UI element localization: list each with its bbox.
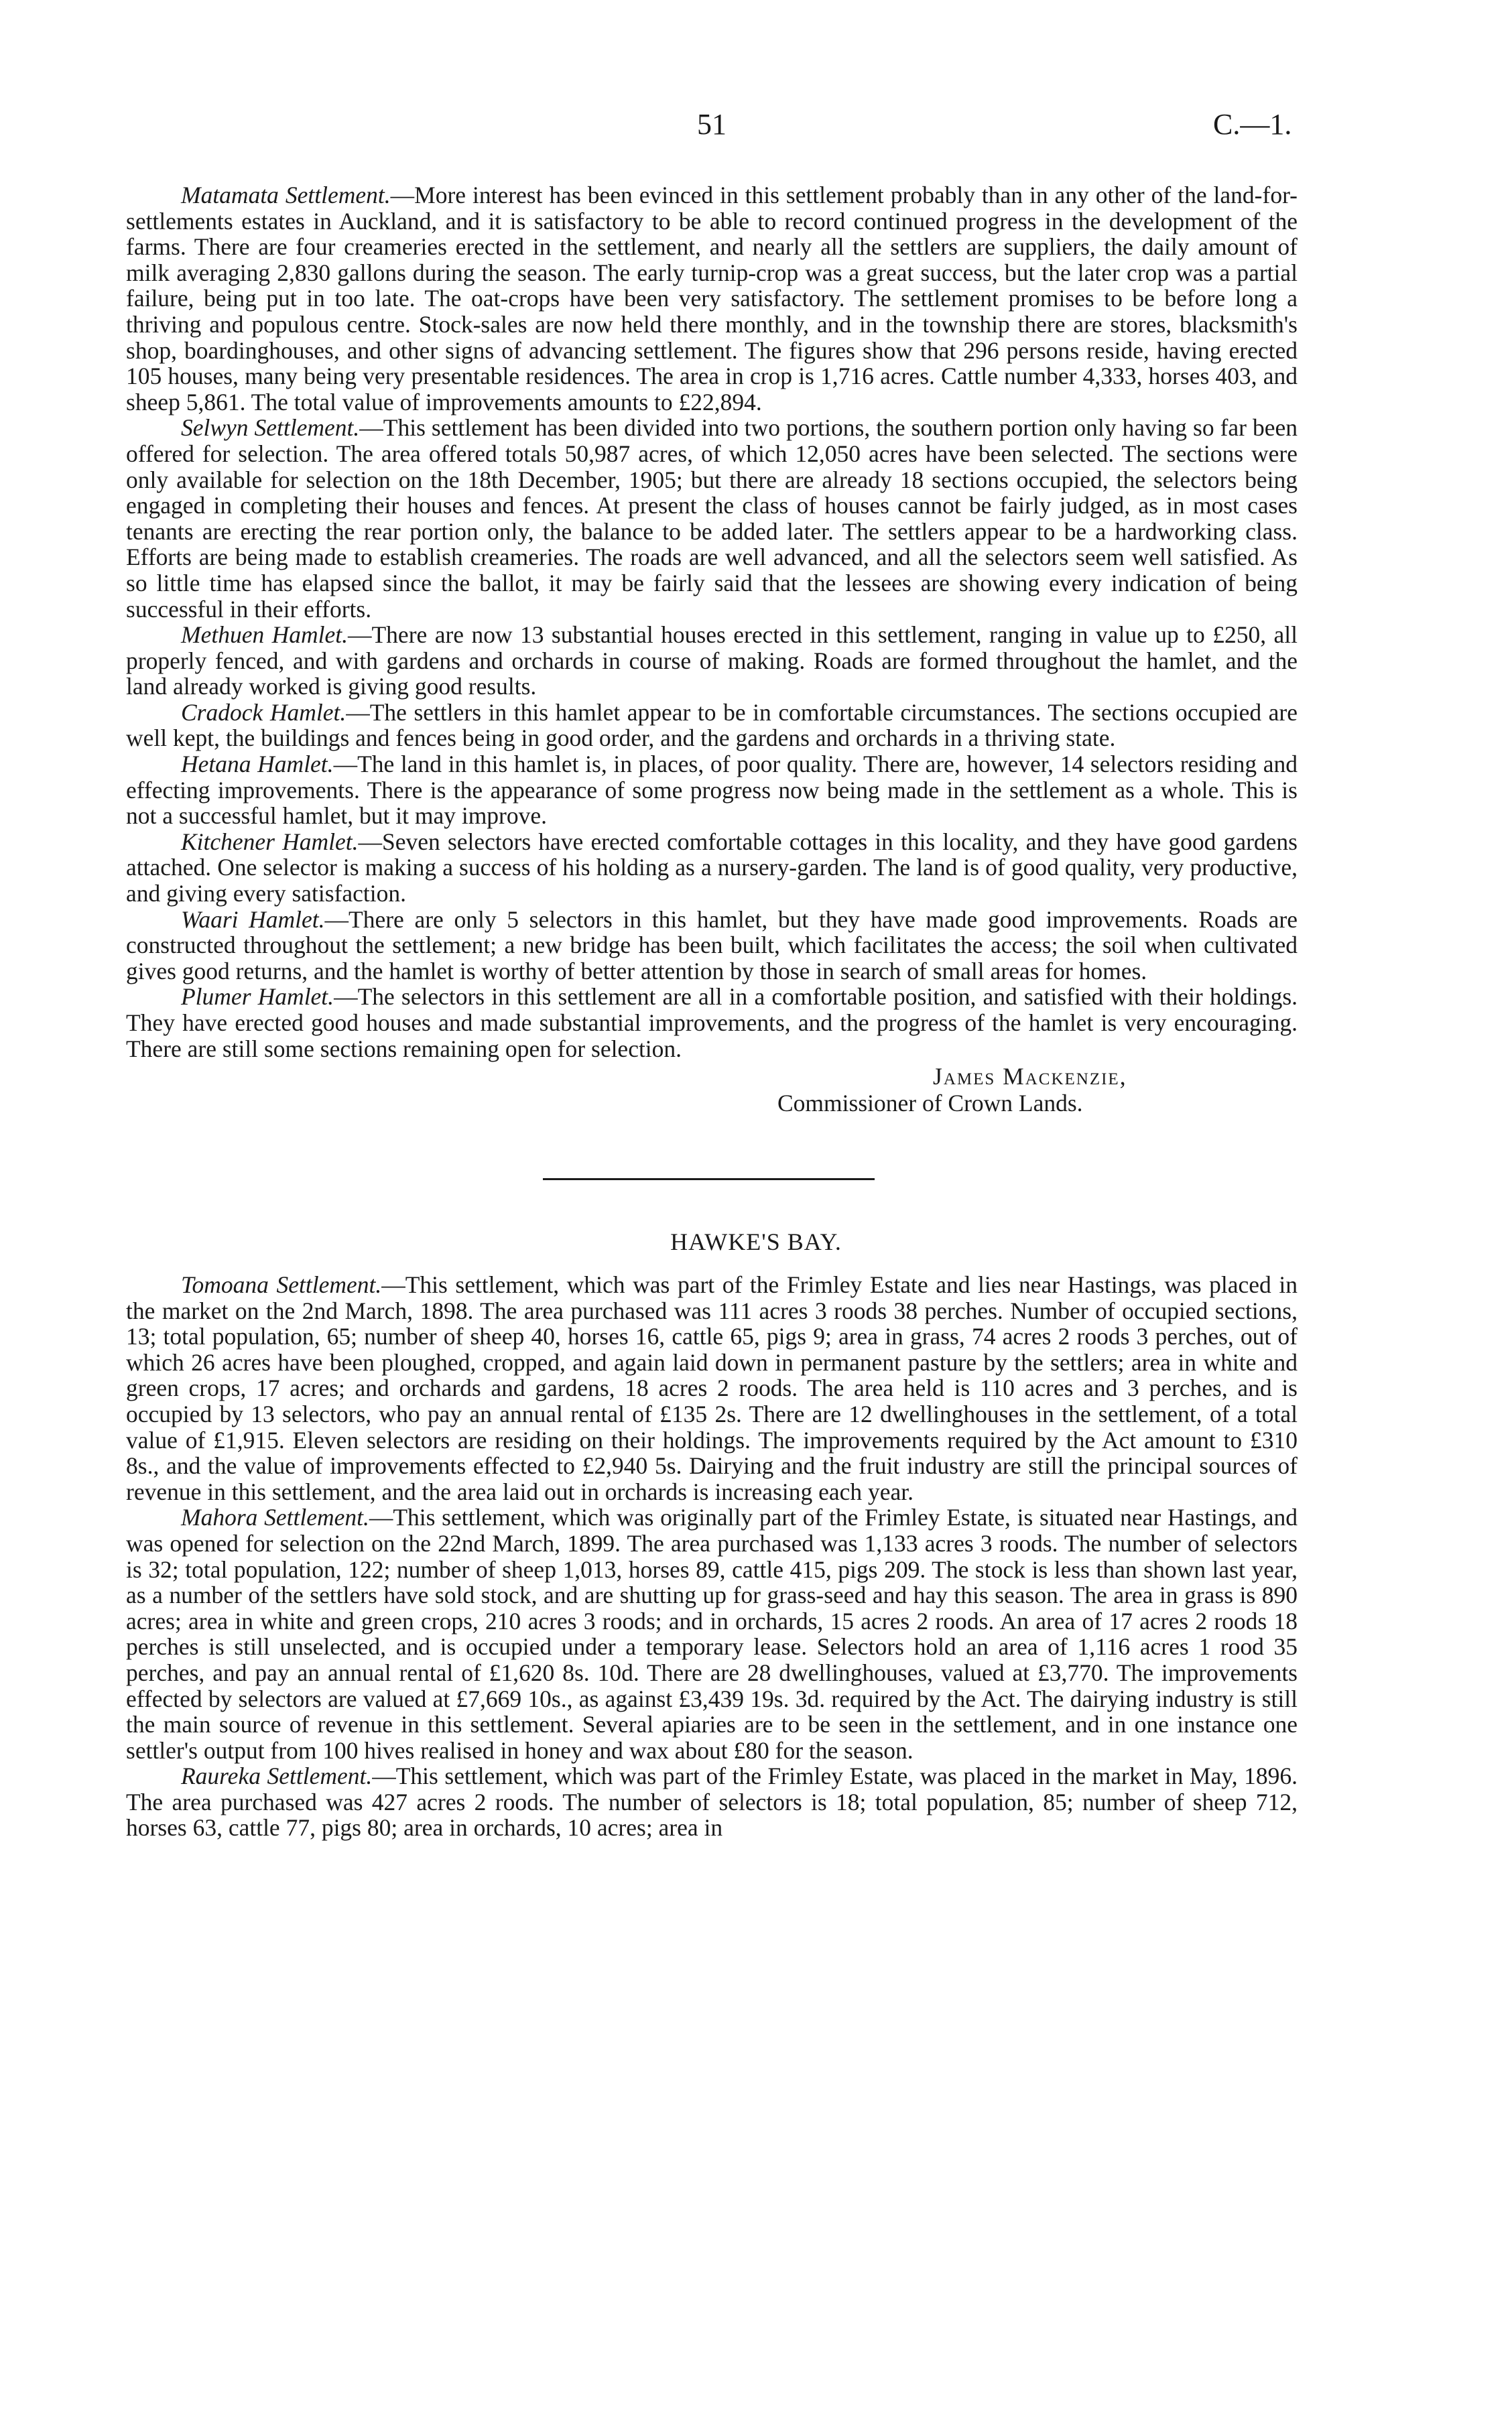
paragraph-selwyn bbox=[126, 415, 1298, 622]
paragraph-hetana bbox=[126, 751, 1298, 829]
signatory-name: James Mackenzie, bbox=[933, 1063, 1127, 1090]
paragraph-methuen bbox=[126, 622, 1298, 700]
paragraph-plumer bbox=[126, 984, 1298, 1062]
auckland-section bbox=[126, 182, 1298, 1062]
hawkes-bay-section bbox=[126, 1272, 1298, 1841]
paragraph-lead: Hetana Hamlet. bbox=[181, 751, 334, 778]
paragraph-text: —This settlement, which was originally part of the Frimley Estate, is situated near Hastings, and was opened for selection on the 22nd March, 1899. The area purchased was 1,133 acres 3 roods. The number of selectors is 32; total population, 122; number of sheep 1,013, horses 89, cattle 415, pigs 209. The stock is less than shown last year, as a number of the settlers have sold stock, and are shutting up for grass-seed and hay this season. The area in grass is 890 acres; area in white and green crops, 210 acres 3 roods; and in orchards, 15 acres 2 roods. An area of 17 acres 2 roods 18 perches is still unselected, and is occupied under a temporary lease. Selectors hold an area of 1,116 acres 1 rood 35 perches, and pay an annual rental of £1,620 8s. 10d. There are 28 dwellinghouses, valued at £3,770. The improvements effected by selectors are valued at £7,669 10s., as against £3,439 19s. 3d. required by the Act. The dairying industry is still the main source of revenue in this settlement. Several apiaries are to be seen in the settlement, and in one instance one settler's output from 100 hives realised in honey and wax about £80 for the season. bbox=[126, 1504, 1298, 1764]
paragraph-text: —This settlement has been divided into two portions, the southern portion only having so far been offered for selection. The area offered totals 50,987 acres, of which 12,050 acres have been selected. The sections were only available for selection on the 18th December, 1905; but there are already 18 sections occupied, the selectors being engaged in completing their houses and fences. At present the class of houses cannot be fairly judged, as in most cases tenants are erecting the rear portion only, the balance to be added later. The settlers appear to be a hardworking class. Efforts are being made to establish creameries. The roads are well advanced, and all the selectors seem well satisfied. As so little time has elapsed since the ballot, it may be fairly said that the lessees are showing every indication of being successful in their efforts. bbox=[126, 414, 1298, 623]
paragraph-text: —Seven selectors have erected comfortable cottages in this locality, and they have good gardens attached. One selector is making a success of his holding as a nursery-garden. The land is of good quality, very productive, and giving every satisfaction. bbox=[126, 828, 1298, 907]
paragraph-waari bbox=[126, 907, 1298, 984]
signatory-title: Commissioner of Crown Lands. bbox=[777, 1090, 1083, 1116]
paragraph-text: —The selectors in this settlement are all in a comfortable position, and satisfied with their holdings. They have erected good houses and made substantial improvements, and the progress of the hamlet is very encouraging. There are still some sections remaining open for selection. bbox=[126, 983, 1298, 1062]
paragraph-lead: Waari Hamlet. bbox=[181, 905, 325, 933]
paragraph-lead: Methuen Hamlet. bbox=[181, 621, 348, 649]
paragraph-text: —There are only 5 selectors in this hamlet, but they have made good improvements. Roads are constructed throughout the settlement; a new bridge has been built, which facilitates the access; the soil when cultivated gives good returns, and the hamlet is worthy of better attention by those in search of small areas for homes. bbox=[126, 905, 1298, 984]
page-header bbox=[0, 107, 1512, 147]
paragraph-lead: Kitchener Hamlet. bbox=[181, 828, 359, 855]
paragraph-text: —This settlement, which was part of the Frimley Estate, was placed in the market in May, 1896. The area purchased was 427 acres 2 roods. The number of selectors is 18; total population, 85; number of sheep 712, horses 63, cattle 77, pigs 80; area in orchards, 10 acres; area in bbox=[126, 1763, 1298, 1842]
paragraph-lead: Plumer Hamlet. bbox=[181, 983, 334, 1011]
paragraph-text: —This settlement, which was part of the Frimley Estate and lies near Hastings, was placed in the market on the 2nd March, 1898. The area purchased was 111 acres 3 roods 38 perches. Number of occupied sections, 13; total population, 65; number of sheep 40, horses 16, cattle 65, pigs 9; area in grass, 74 acres 2 roods 3 perches, out of which 26 acres have been ploughed, cropped, and again laid down in permanent pasture by the settlers; area in white and green crops, 17 acres; and orchards and gardens, 18 acres 2 roods. The area held is 110 acres and 3 perches, and is occupied by 13 selectors, who pay an annual rental of £135 2s. There are 12 dwellinghouses in the settlement, of a total value of £1,915. Eleven selectors are residing on their holdings. The improvements required by the Act amount to £310 8s., and the value of improvements effected to £2,940 5s. Dairying and the fruit industry are still the principal sources of revenue in this settlement, and the area laid out in orchards is increasing each year. bbox=[126, 1271, 1298, 1505]
paragraph-text: —More interest has been evinced in this settlement probably than in any other of the land-for-settlements estates in Auckland, and it is satisfactory to be able to record continued progress in the development of the farms. There are four creameries erected in the settlement, and nearly all the settlers are suppliers, the daily amount of milk averaging 2,830 gallons during the season. The early turnip-crop was a great success, but the later crop was a partial failure, being put in too late. The oat-crops have been very satisfactory. The settlement promises to be before long a thriving and populous centre. Stock-sales are now held there monthly, and in the township there are stores, blacksmith's shop, boardinghouses, and other signs of advancing settlement. The figures show that 296 persons reside, having erected 105 houses, many being very presentable residences. The area in crop is 1,716 acres. Cattle number 4,333, horses 403, and sheep 5,861. The total value of improvements amounts to £22,894. bbox=[126, 182, 1298, 415]
paragraph-raureka bbox=[126, 1763, 1298, 1841]
paragraph-text: —The land in this hamlet is, in places, of poor quality. There are, however, 14 selectors residing and effecting improvements. There is the appearance of some progress now being made in the settlement as a whole. This is not a successful hamlet, but it may improve. bbox=[126, 751, 1298, 830]
paragraph-cradock bbox=[126, 700, 1298, 751]
paragraph-lead: Raureka Settlement. bbox=[181, 1763, 373, 1790]
paragraph-mahora bbox=[126, 1505, 1298, 1763]
paragraph-lead: Tomoana Settlement. bbox=[181, 1271, 382, 1298]
paragraph-lead: Matamata Settlement. bbox=[181, 182, 391, 208]
paragraph-text: —There are now 13 substantial houses erected in this settlement, ranging in value up to £250, all properly fenced, and with gardens and orchards in course of making. Roads are formed throughout the hamlet, and the land already worked is giving good results. bbox=[126, 621, 1298, 700]
section-heading-hawkes-bay: HAWKE'S BAY. bbox=[670, 1228, 842, 1255]
paragraph-text: —The settlers in this hamlet appear to be in comfortable circumstances. The sections occupied are well kept, the buildings and fences being in good order, and the gardens and orchards in a thriving state. bbox=[126, 698, 1298, 752]
paragraph-lead: Mahora Settlement. bbox=[181, 1504, 369, 1531]
page-number: 51 bbox=[697, 108, 727, 141]
section-divider-rule bbox=[543, 1178, 875, 1180]
paragraph-lead: Cradock Hamlet. bbox=[181, 698, 346, 726]
paper-reference: C.—1. bbox=[1213, 108, 1292, 141]
paragraph-matamata bbox=[126, 182, 1298, 415]
paragraph-tomoana bbox=[126, 1272, 1298, 1505]
paragraph-lead: Selwyn Settlement. bbox=[181, 414, 360, 442]
signature-block bbox=[777, 1063, 1247, 1116]
paragraph-kitchener bbox=[126, 829, 1298, 907]
